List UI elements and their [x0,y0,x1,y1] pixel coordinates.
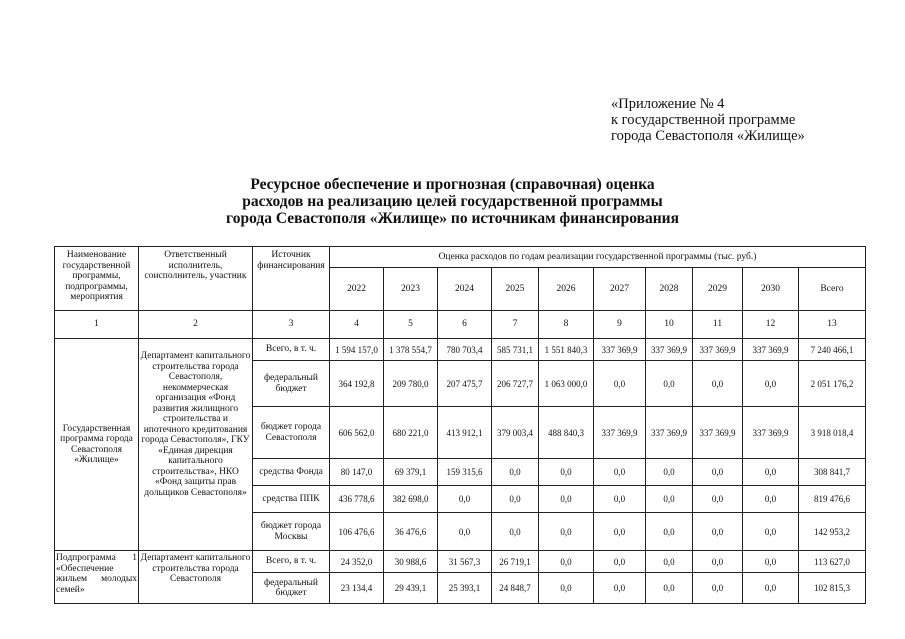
amount-cell: 7 240 466,1 [799,339,866,361]
amount-cell: 23 134,4 [330,573,384,604]
funding-source: бюджет города Москвы [253,513,330,551]
year-header: 2023 [384,268,438,311]
amount-cell: 337 369,9 [743,339,799,361]
amount-cell: 337 369,9 [646,407,693,459]
amount-cell: 413 912,1 [438,407,492,459]
year-header: 2029 [693,268,743,311]
amount-cell: 308 841,7 [799,459,866,486]
title-line-1: Ресурсное обеспечение и прогнозная (справочная) оценка [250,176,655,193]
amount-cell: 0,0 [539,513,594,551]
amount-cell: 113 627,0 [799,551,866,573]
column-number: 1 [55,311,139,339]
amount-cell: 0,0 [594,551,646,573]
amount-cell: 337 369,9 [693,407,743,459]
column-number: 7 [492,311,539,339]
column-number: 3 [253,311,330,339]
column-number: 10 [646,311,693,339]
subprogram-name: Подпрограмма 1 «Обеспечение жильем молодых семей» [55,551,139,604]
amount-cell: 0,0 [594,513,646,551]
amount-cell: 0,0 [743,459,799,486]
amount-cell: 0,0 [646,551,693,573]
column-number: 8 [539,311,594,339]
table-row [55,551,866,573]
amount-cell: 0,0 [693,513,743,551]
amount-cell: 0,0 [438,486,492,513]
column-number: 4 [330,311,384,339]
appendix-line-1: «Приложение № 4 [611,96,725,112]
year-header: 2027 [594,268,646,311]
amount-cell: 780 703,4 [438,339,492,361]
appendix-line-2: к государственной программе [611,112,796,128]
funding-table [54,246,866,604]
year-header: 2024 [438,268,492,311]
column-number: 6 [438,311,492,339]
amount-cell: 819 476,6 [799,486,866,513]
amount-cell: 337 369,9 [646,339,693,361]
amount-cell: 106 476,6 [330,513,384,551]
header-source: Источник финансирования [253,247,330,311]
amount-cell: 0,0 [743,573,799,604]
amount-cell: 0,0 [693,573,743,604]
year-header: 2030 [743,268,799,311]
amount-cell: 0,0 [594,361,646,407]
amount-cell: 159 315,6 [438,459,492,486]
amount-cell: 0,0 [693,551,743,573]
year-header: 2028 [646,268,693,311]
amount-cell: 0,0 [492,513,539,551]
amount-cell: 142 953,2 [799,513,866,551]
amount-cell: 0,0 [646,486,693,513]
amount-cell: 0,0 [646,361,693,407]
header-responsible: Ответственный исполнитель, соисполнитель, участник [139,247,253,311]
appendix-block [611,96,805,144]
amount-cell: 102 815,3 [799,573,866,604]
column-number: 11 [693,311,743,339]
amount-cell: 31 567,3 [438,551,492,573]
funding-source: средства Фонда [253,459,330,486]
subprogram-responsible: Департамент капитального строительства города Севастополя [139,551,253,604]
amount-cell: 2 051 176,2 [799,361,866,407]
amount-cell: 1 594 157,0 [330,339,384,361]
amount-cell: 1 378 554,7 [384,339,438,361]
amount-cell: 206 727,7 [492,361,539,407]
year-header: Всего [799,268,866,311]
column-number: 5 [384,311,438,339]
amount-cell: 680 221,0 [384,407,438,459]
amount-cell: 0,0 [743,513,799,551]
amount-cell: 0,0 [539,459,594,486]
amount-cell: 585 731,1 [492,339,539,361]
amount-cell: 337 369,9 [594,339,646,361]
amount-cell: 0,0 [594,459,646,486]
column-number: 2 [139,311,253,339]
column-number: 13 [799,311,866,339]
amount-cell: 36 476,6 [384,513,438,551]
amount-cell: 337 369,9 [594,407,646,459]
amount-cell: 209 780,0 [384,361,438,407]
funding-source: Всего, в т. ч. [253,551,330,573]
header-name: Наименование государственной программы, подпрограммы, мероприятия [55,247,139,311]
amount-cell: 69 379,1 [384,459,438,486]
funding-source: бюджет города Севастополя [253,407,330,459]
document-title [0,176,905,227]
amount-cell: 0,0 [594,486,646,513]
amount-cell: 24 848,7 [492,573,539,604]
amount-cell: 337 369,9 [693,339,743,361]
appendix-line-3: города Севастополя «Жилище» [611,128,805,144]
amount-cell: 25 393,1 [438,573,492,604]
funding-source: федеральный бюджет [253,361,330,407]
amount-cell: 0,0 [492,486,539,513]
amount-cell: 0,0 [539,551,594,573]
amount-cell: 0,0 [539,573,594,604]
program-responsible: Департамент капитального строительства города Севастополя, некоммерческая организация «Фонд развития жилищного строительства и ипотечного кредитования города Севастополя», ГКУ «Единая дирекция капитального строительства», НКО «Фонд защиты прав дольщиков Севастополя» [139,339,253,551]
amount-cell: 0,0 [594,573,646,604]
amount-cell: 1 551 840,3 [539,339,594,361]
amount-cell: 436 778,6 [330,486,384,513]
amount-cell: 0,0 [646,573,693,604]
column-number: 12 [743,311,799,339]
column-number: 9 [594,311,646,339]
title-line-2: расходов на реализацию целей государственной программы [242,193,663,210]
amount-cell: 364 192,8 [330,361,384,407]
funding-source: Всего, в т. ч. [253,339,330,361]
amount-cell: 207 475,7 [438,361,492,407]
amount-cell: 0,0 [743,486,799,513]
year-header: 2022 [330,268,384,311]
header-estimate: Оценка расходов по годам реализации государственной программы (тыс. руб.) [330,247,866,268]
amount-cell: 488 840,3 [539,407,594,459]
amount-cell: 382 698,0 [384,486,438,513]
amount-cell: 24 352,0 [330,551,384,573]
amount-cell: 0,0 [646,513,693,551]
amount-cell: 30 988,6 [384,551,438,573]
amount-cell: 29 439,1 [384,573,438,604]
program-name: Государственная программа города Севастополя «Жилище» [55,339,139,551]
amount-cell: 606 562,0 [330,407,384,459]
amount-cell: 0,0 [438,513,492,551]
amount-cell: 1 063 000,0 [539,361,594,407]
funding-source: средства ППК [253,486,330,513]
amount-cell: 3 918 018,4 [799,407,866,459]
amount-cell: 80 147,0 [330,459,384,486]
title-line-3: города Севастополя «Жилище» по источникам финансирования [226,210,679,227]
amount-cell: 0,0 [693,459,743,486]
table-row [55,339,866,361]
amount-cell: 0,0 [646,459,693,486]
year-header: 2026 [539,268,594,311]
amount-cell: 0,0 [743,551,799,573]
amount-cell: 0,0 [693,361,743,407]
amount-cell: 0,0 [693,486,743,513]
amount-cell: 0,0 [539,486,594,513]
amount-cell: 0,0 [492,459,539,486]
amount-cell: 26 719,1 [492,551,539,573]
amount-cell: 337 369,9 [743,407,799,459]
amount-cell: 0,0 [743,361,799,407]
year-header: 2025 [492,268,539,311]
amount-cell: 379 003,4 [492,407,539,459]
funding-source: федеральный бюджет [253,573,330,604]
